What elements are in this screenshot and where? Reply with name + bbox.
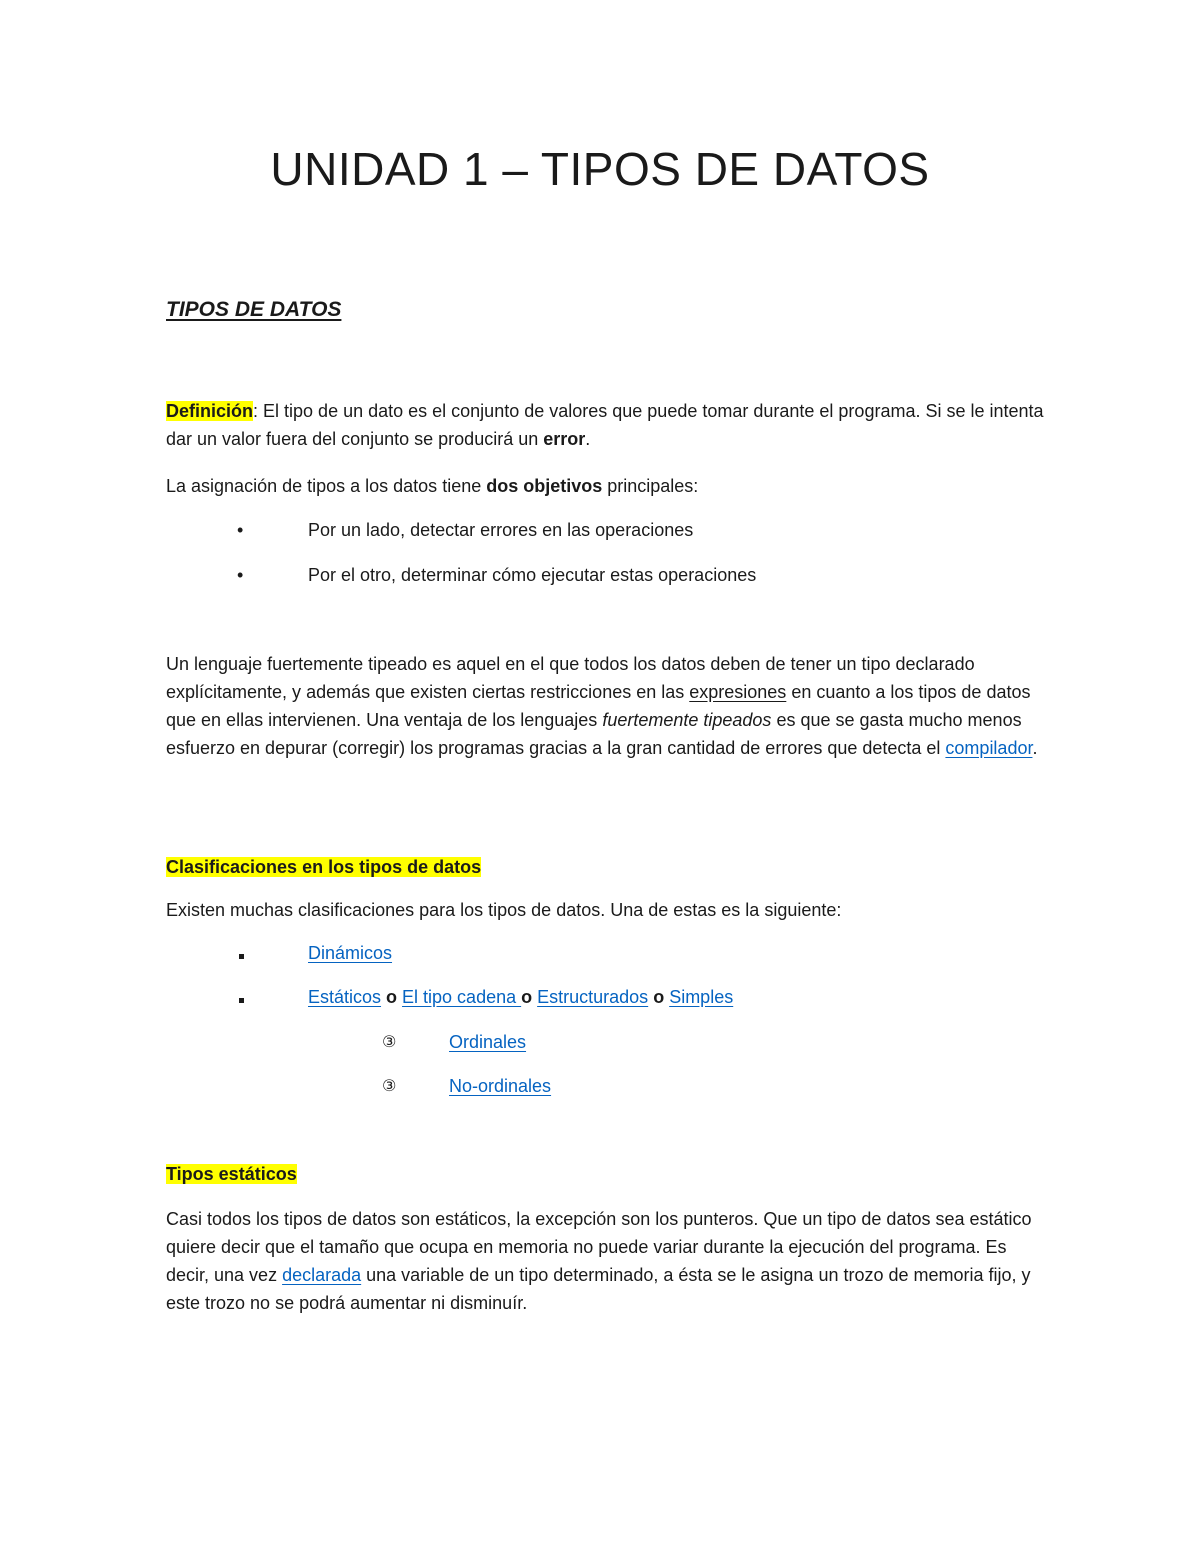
static-types-text-1: Casi todos los tipos de datos son estáticos, la excepción son los punteros. Que un tipo de datos sea estático quiere decir que el tamaño que ocupa en memoria no puede variar durante la ejecución del programa. Es decir, una vez <box>166 1209 1032 1285</box>
tipo-cadena-link[interactable]: El tipo cadena <box>402 987 522 1007</box>
static-types-text-2: una variable de un tipo determinado, a ésta se le asigna un trozo de memoria fijo, y este trozo no se podrá aumentar ni disminuír. <box>166 1265 1031 1313</box>
objectives-text-1: La asignación de tipos a los datos tiene <box>166 476 487 496</box>
definition-label: Definición <box>166 401 254 421</box>
definition-text-1: El tipo de un dato es el conjunto de valores que puede tomar durante el programa. Si se le intenta dar un valor fuera del conjunto se producirá un <box>166 401 1044 449</box>
static-types-heading: Tipos estáticos <box>166 1164 297 1184</box>
circled-three-icon: ③ <box>382 1032 397 1051</box>
definition-colon: : <box>253 401 259 421</box>
classifications-heading: Clasificaciones en los tipos de datos <box>166 857 482 877</box>
classifications-intro: Existen muchas clasificaciones para los tipos de datos. Una de estas es la siguiente: <box>166 900 842 920</box>
strong-typing-text-4: . <box>1032 738 1038 758</box>
simples-link[interactable]: Simples <box>669 987 734 1007</box>
no-ordinales-link[interactable]: No-ordinales <box>449 1076 552 1096</box>
compilador-link[interactable]: compilador <box>945 738 1033 758</box>
separator-o: o <box>381 987 403 1007</box>
classification-item-static <box>308 983 733 1011</box>
estaticos-link[interactable]: Estáticos <box>308 987 382 1007</box>
definition-error-word: error <box>543 429 586 449</box>
square-bullet-icon <box>239 939 244 967</box>
objectives-bold: dos objetivos <box>486 476 603 496</box>
static-types-paragraph <box>166 1205 1046 1317</box>
document-title: UNIDAD 1 – TIPOS DE DATOS <box>270 143 930 195</box>
definition-text-2: . <box>585 429 591 449</box>
expresiones-term: expresiones <box>689 682 787 702</box>
estructurados-link[interactable]: Estructurados <box>537 987 649 1007</box>
sub-item <box>449 1028 526 1056</box>
objectives-text-2: principales: <box>602 476 699 496</box>
objectives-paragraph <box>166 472 1046 500</box>
sub-item <box>449 1072 551 1100</box>
declarada-link[interactable]: declarada <box>282 1265 362 1285</box>
ordinales-link[interactable]: Ordinales <box>449 1032 527 1052</box>
strong-typing-italic: fuertemente tipeados <box>602 710 772 730</box>
separator-o: o <box>648 987 670 1007</box>
section-heading: TIPOS DE DATOS <box>166 298 342 321</box>
static-types-heading-line <box>166 1160 1046 1188</box>
bullet-icon: • <box>237 565 244 585</box>
strong-typing-paragraph <box>166 650 1046 762</box>
bullet-icon: • <box>237 520 244 540</box>
strong-typing-text-3: es que se gasta mucho menos esfuerzo en depurar (corregir) los programas gracias a la gran cantidad de errores que detecta el <box>166 710 1022 758</box>
square-bullet-icon <box>239 983 244 1011</box>
dinamicos-link[interactable]: Dinámicos <box>308 943 393 963</box>
definition-paragraph <box>166 397 1046 453</box>
objective-item: Por un lado, detectar errores en las operaciones <box>308 520 694 540</box>
objective-item: Por el otro, determinar cómo ejecutar estas operaciones <box>308 565 757 585</box>
strong-typing-text-2: en cuanto a los tipos de datos que en ellas intervienen. Una ventaja de los lenguajes <box>166 682 1031 730</box>
classifications-heading-line <box>166 853 1046 881</box>
classification-item-dynamic <box>308 939 392 967</box>
separator-o: o <box>521 987 538 1007</box>
circled-three-icon: ③ <box>382 1076 397 1095</box>
strong-typing-text-1: Un lenguaje fuertemente tipeado es aquel en el que todos los datos deben de tener un tipo declarado explícitamente, y además que existen ciertas restricciones en las <box>166 654 975 702</box>
